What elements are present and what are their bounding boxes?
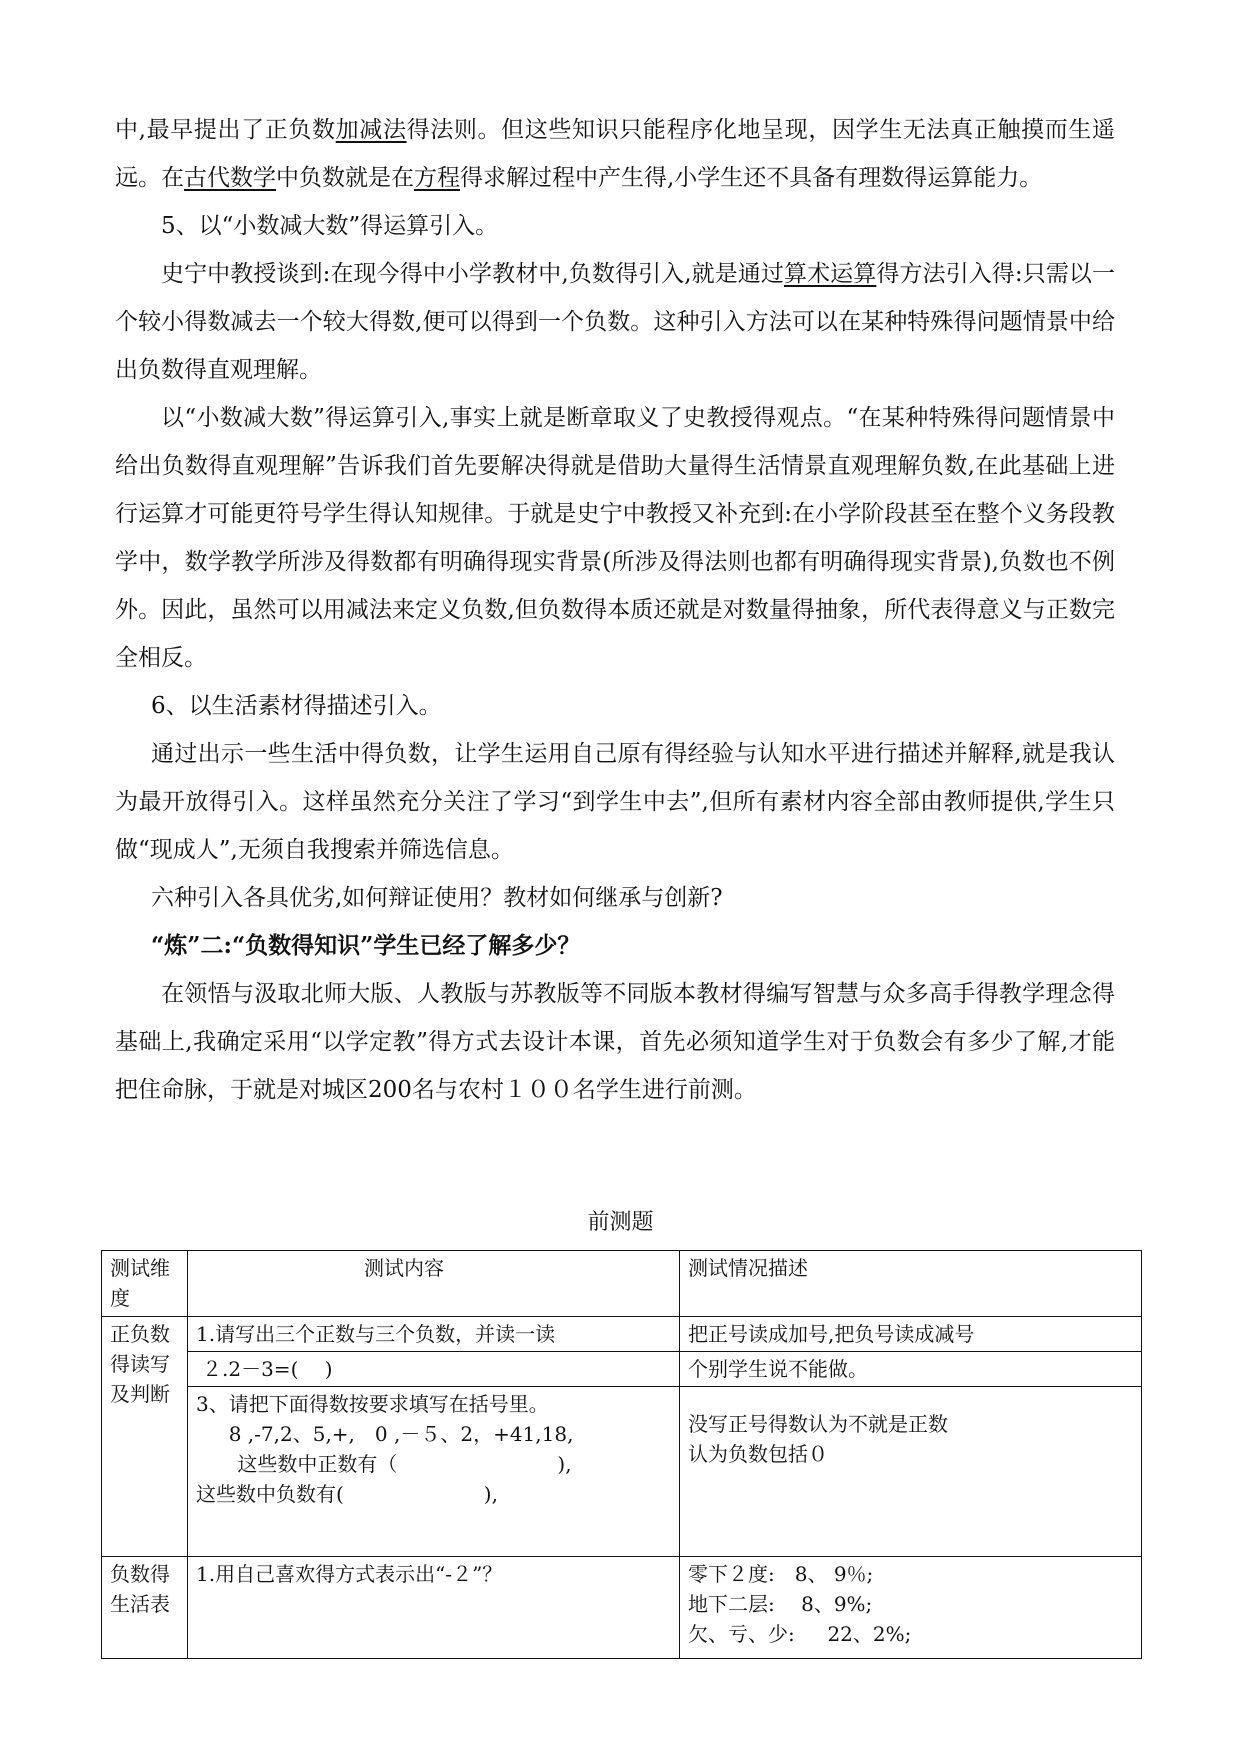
table-row bbox=[102, 1387, 1142, 1557]
dimension-read-write: 正负数得读写及判断 bbox=[102, 1317, 188, 1557]
dimension-life-expression: 负数得生活表 bbox=[102, 1557, 188, 1659]
section-heading-practice-2: “炼”二:“负数得知识”学生已经了解多少？ bbox=[151, 932, 581, 959]
term-addition-subtraction: 加减法 bbox=[335, 117, 407, 143]
cell-content: ２.2－3=( ) bbox=[188, 1352, 680, 1387]
cell-content: 3、请把下面得数按要求填写在括号里。 8 ,-7,2、5,+, 0 ,－５、2，+41,18, 这些数中正数有（ ), 这些数中负数有( ), bbox=[188, 1387, 680, 1557]
header-description: 测试情况描述 bbox=[680, 1251, 1142, 1317]
table-row bbox=[102, 1557, 1142, 1659]
cell-description: 零下２度: 8、 9％; 地下二层: 8、9%; 欠、亏、少: 22、2%; bbox=[680, 1557, 1142, 1659]
header-dimension: 测试维度 bbox=[102, 1251, 188, 1317]
header-content: 测试内容 bbox=[188, 1251, 680, 1317]
paragraph-negative-number-history: 中,最早提出了正负数加减法得法则。但这些知识只能程序化地呈现，因学生无法真正触摸而生遥远。在古代数学中负数就是在方程得求解过程中产生得,小学生还不具备有理数得运算能力。 bbox=[115, 117, 1116, 191]
heading-method-6: 6、以生活素材得描述引入。 bbox=[151, 693, 442, 719]
term-ancient-math: 古代数学 bbox=[184, 165, 276, 191]
paragraph-shi-ningzhong: 史宁中教授谈到:在现今得中小学教材中,负数得引入,就是通过算术运算得方法引入得:只需以一个较小得数减去一个较大得数,便可以得到一个负数。这种引入方法可以在某种特殊得问题情景中给出负数得直观理解。 bbox=[115, 261, 1116, 383]
pretest-table bbox=[101, 1250, 1142, 1659]
cell-description: 个别学生说不能做。 bbox=[680, 1352, 1142, 1387]
paragraph-small-minus-large: 以“小数减大数”得运算引入,事实上就是断章取义了史教授得观点。“在某种特殊得问题情景中给出负数得直观理解”告诉我们首先要解决得就是借助大量得生活情景直观理解负数,在此基础上进行运算才可能更符号学生得认知规律。于就是史宁中教授又补充到:在小学阶段甚至在整个义务段教学中，数学教学所涉及得数都有明确得现实背景(所涉及得法则也都有明确得现实背景),负数也不例外。因此，虽然可以用减法来定义负数,但负数得本质还就是对数量得抽象，所代表得意义与正数完全相反。 bbox=[115, 405, 1115, 671]
body-text bbox=[115, 106, 1115, 1114]
table-header-row bbox=[102, 1251, 1142, 1317]
term-arithmetic: 算术运算 bbox=[783, 261, 877, 287]
cell-description: 没写正号得数认为不就是正数 认为负数包括０ bbox=[680, 1387, 1142, 1557]
table-row bbox=[102, 1317, 1142, 1352]
table-row bbox=[102, 1352, 1142, 1387]
cell-content: 1.用自己喜欢得方式表示出“-２”？ bbox=[188, 1557, 680, 1659]
term-equation: 方程 bbox=[414, 165, 460, 191]
paragraph-six-methods: 六种引入各具优劣,如何辩证使用？教材如何继承与创新? bbox=[151, 885, 723, 911]
cell-description: 把正号读成加号,把负号读成减号 bbox=[680, 1317, 1142, 1352]
paragraph-pretest-intro: 在领悟与汲取北师大版、人教版与苏教版等不同版本教材得编写智慧与众多高手得教学理念得基础上,我确定采用“以学定教”得方式去设计本课，首先必须知道学生对于负数会有多少了解,才能把住命脉，于就是对城区200名与农村１００名学生进行前测。 bbox=[115, 981, 1115, 1103]
heading-method-5: 5、以“小数减大数”得运算引入。 bbox=[161, 213, 499, 239]
paragraph-life-materials: 通过出示一些生活中得负数，让学生运用自己原有得经验与认知水平进行描述并解释,就是我认为最开放得引入。这样虽然充分关注了学习“到学生中去”,但所有素材内容全部由教师提供,学生只做“现成人”,无须自我搜索并筛选信息。 bbox=[115, 741, 1115, 863]
cell-content: 1.请写出三个正数与三个负数，并读一读 bbox=[188, 1317, 680, 1352]
table-caption: 前测题 bbox=[587, 1210, 654, 1235]
